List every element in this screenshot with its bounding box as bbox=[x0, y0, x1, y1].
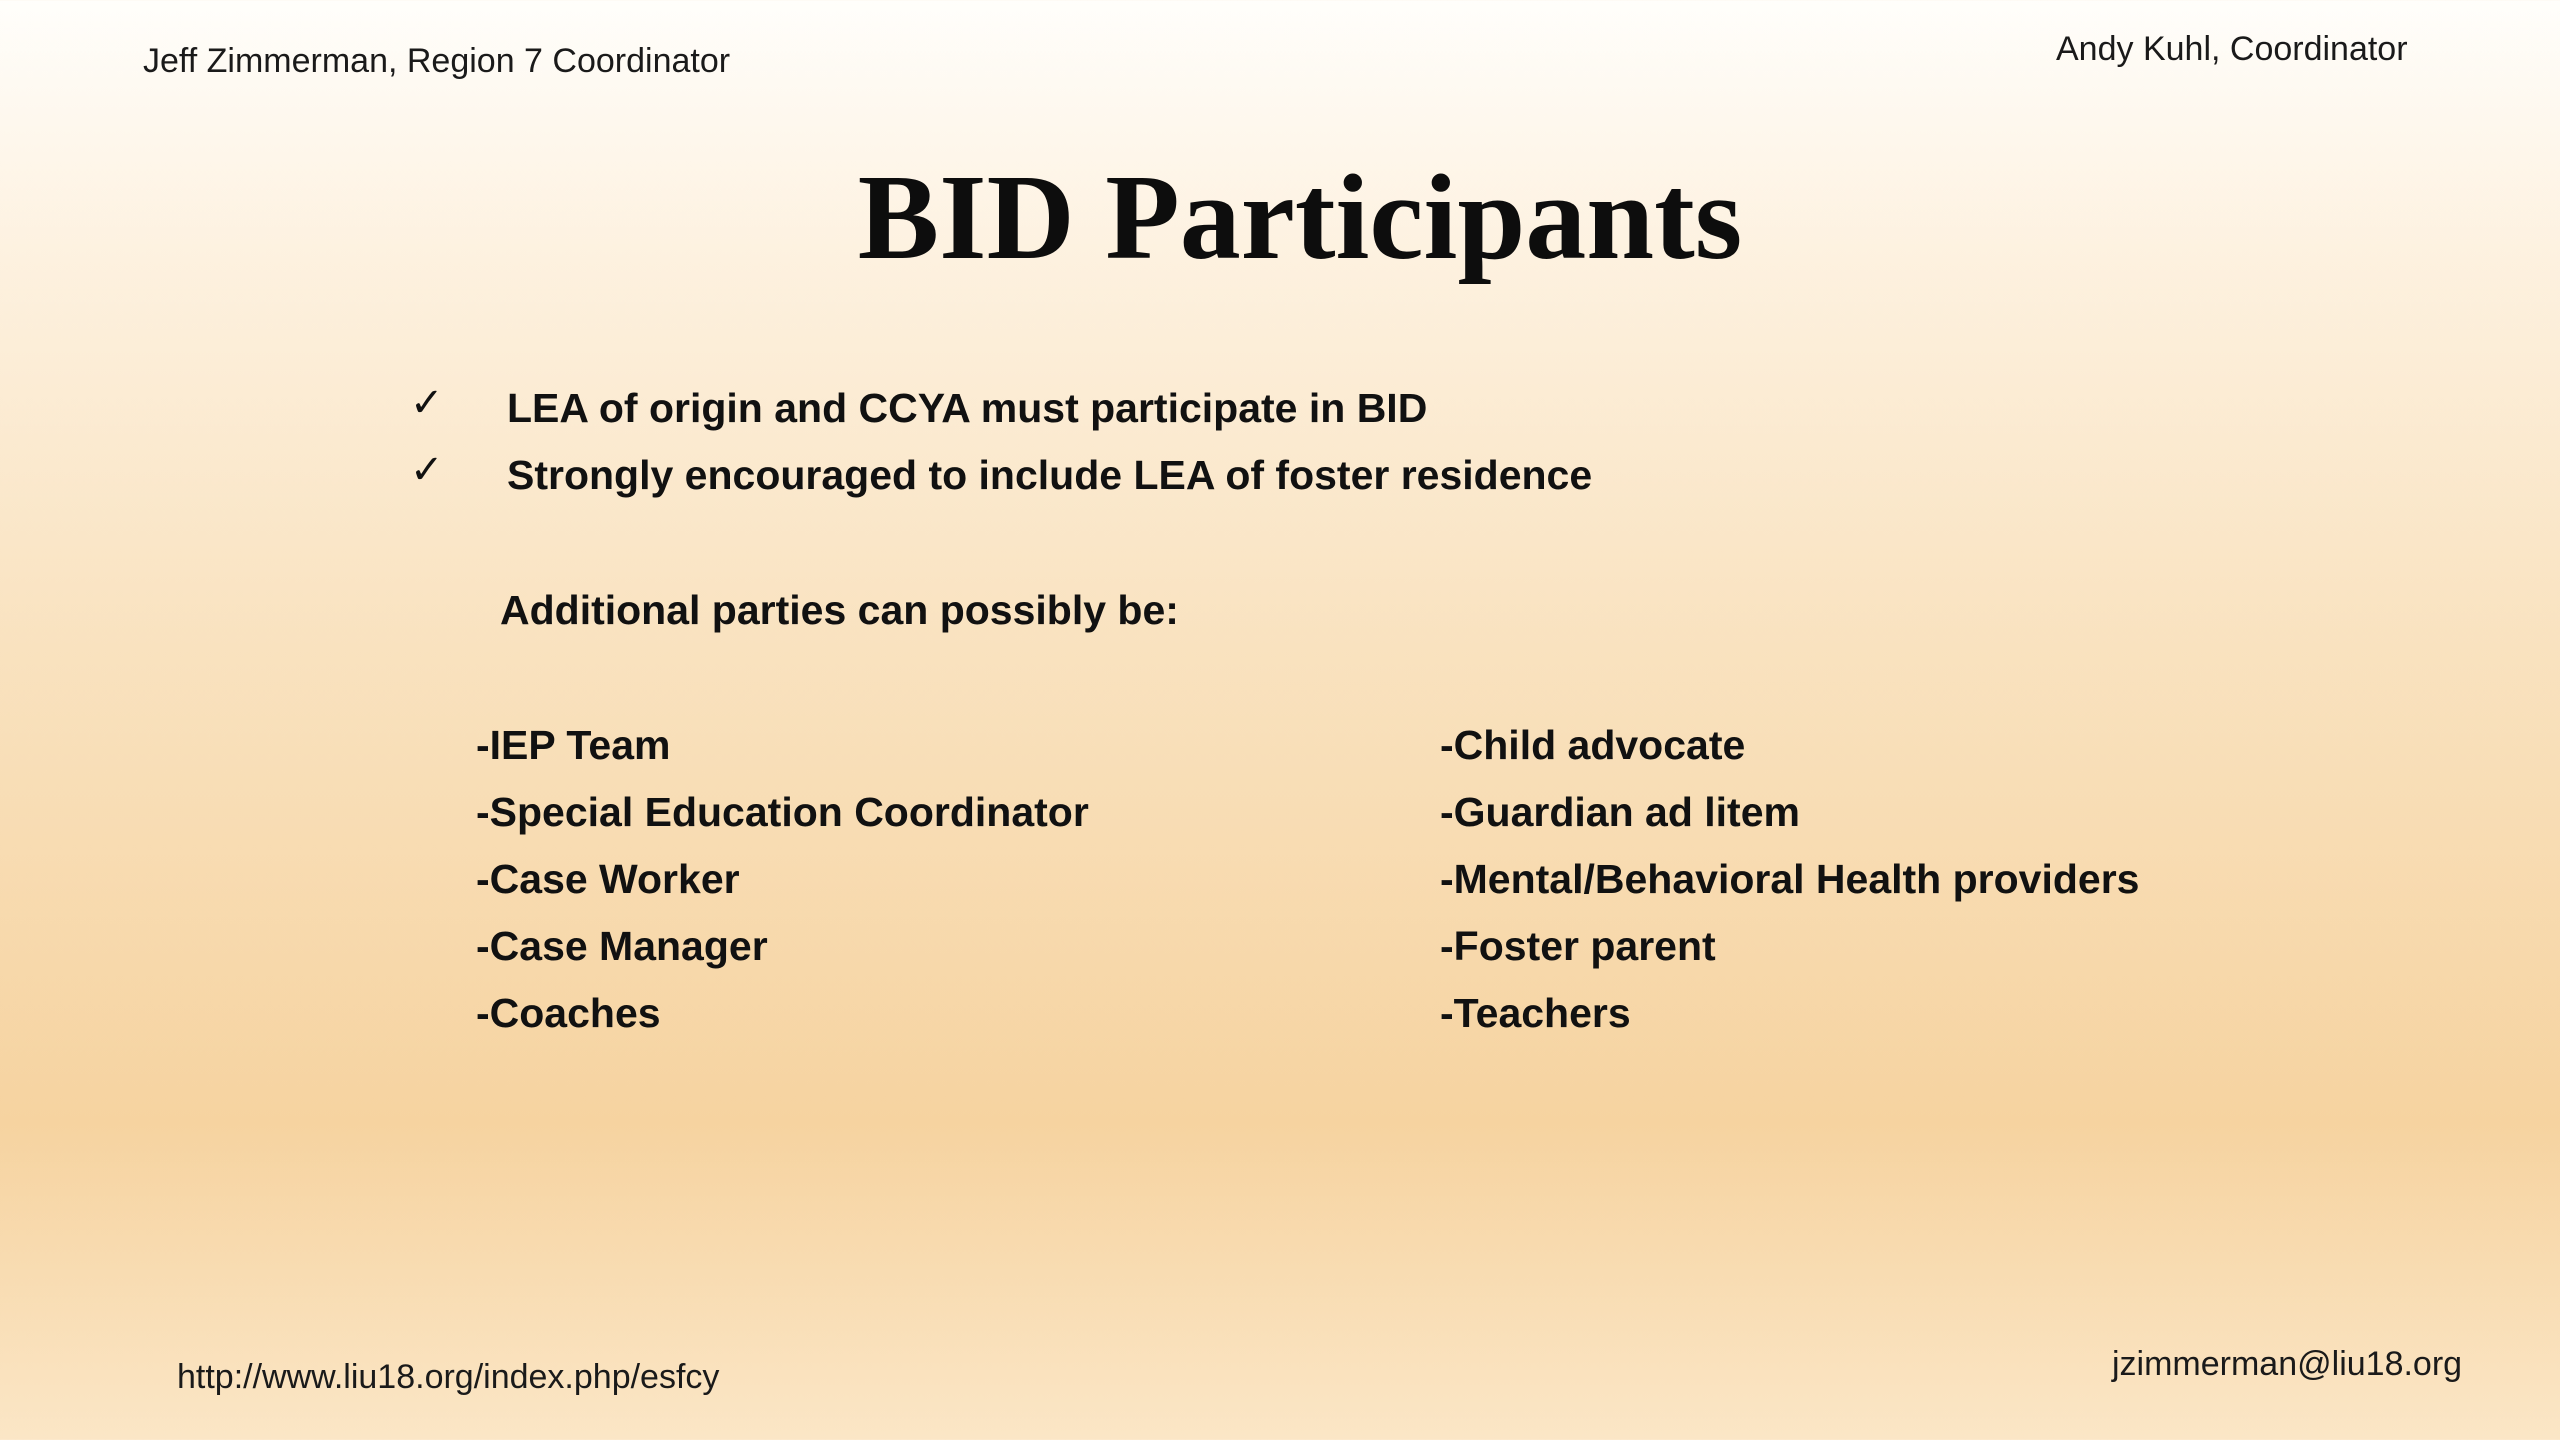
list-item: -Special Education Coordinator bbox=[476, 789, 1089, 835]
list-item: -Case Worker bbox=[476, 856, 740, 902]
checkmark-icon: ✓ bbox=[410, 380, 444, 426]
left-parties-list bbox=[476, 720, 1089, 1055]
checklist-item bbox=[410, 447, 1593, 499]
footer-email: jzimmerman@liu18.org bbox=[2112, 1345, 2463, 1383]
list-item: -Guardian ad litem bbox=[1440, 789, 1800, 835]
checkmark-icon: ✓ bbox=[410, 447, 444, 493]
left-author-credit: Jeff Zimmerman, Region 7 Coordinator bbox=[143, 42, 731, 80]
right-parties-list bbox=[1440, 720, 2139, 1055]
checklist-item-text: Strongly encouraged to include LEA of foster residence bbox=[507, 452, 1593, 498]
checklist-item bbox=[410, 380, 1428, 432]
list-item: -Case Manager bbox=[476, 923, 768, 969]
list-item: -Foster parent bbox=[1440, 923, 1716, 969]
footer-url: http://www.liu18.org/index.php/esfcy bbox=[177, 1358, 720, 1396]
list-item: -Child advocate bbox=[1440, 722, 1746, 768]
list-item: -IEP Team bbox=[476, 722, 671, 768]
list-item: -Teachers bbox=[1440, 990, 1631, 1036]
additional-parties-heading: Additional parties can possibly be: bbox=[500, 587, 1179, 633]
list-item: -Coaches bbox=[476, 990, 661, 1036]
right-author-credit: Andy Kuhl, Coordinator bbox=[2056, 30, 2408, 68]
list-item: -Mental/Behavioral Health providers bbox=[1440, 856, 2140, 902]
checklist-item-text: LEA of origin and CCYA must participate in BID bbox=[507, 385, 1428, 431]
slide-title: BID Participants bbox=[857, 150, 1743, 285]
